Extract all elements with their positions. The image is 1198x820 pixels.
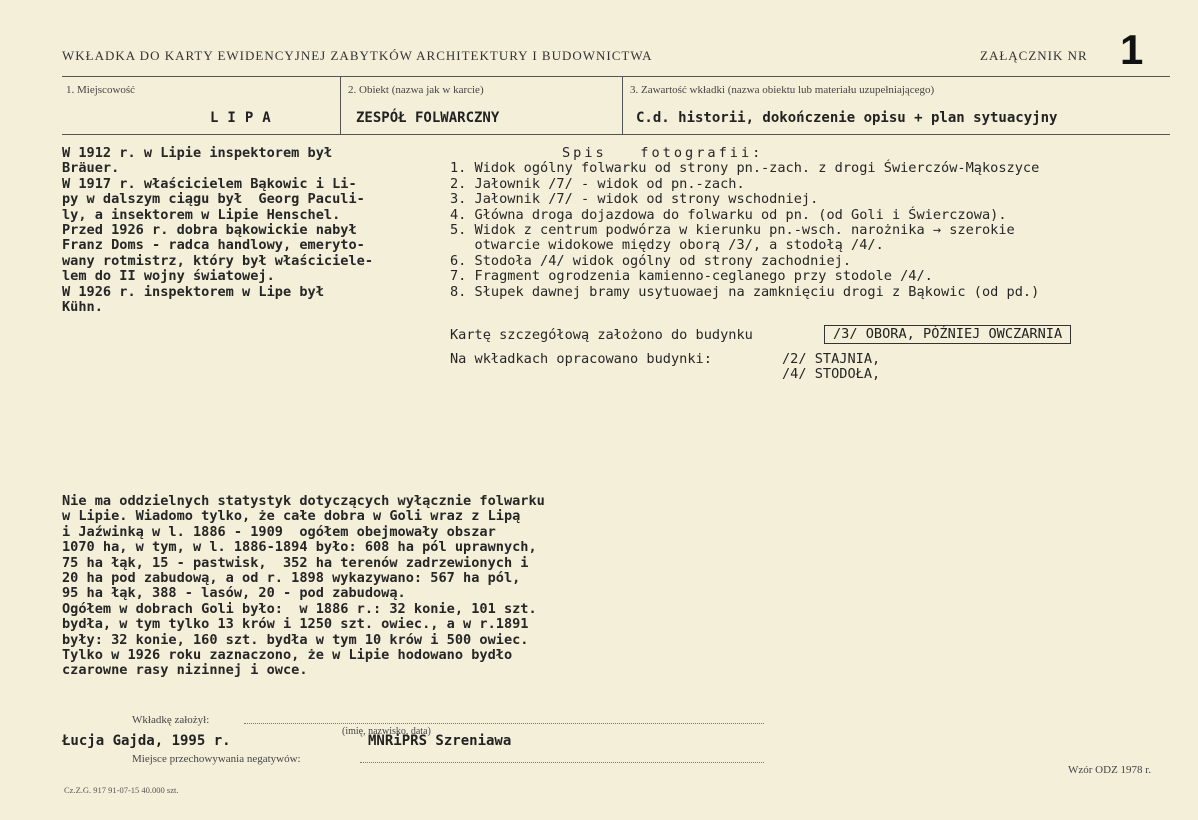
history-line: Franz Doms - radca handlowy, emeryto-: [62, 237, 365, 254]
object-value: ZESPÓŁ FOLWARCZNY: [356, 110, 500, 126]
stats-line: były: 32 konie, 160 szt. bydła w tym 10 krów i 500 owiec.: [62, 631, 529, 648]
stats-line: Ogółem w dobrach Goli było: w 1886 r.: 32 konie, 101 szt.: [62, 600, 537, 617]
stats-line: i Jaźwinką w l. 1886 - 1909 ogółem obejmowały obszar: [62, 523, 496, 540]
form-title: WKŁADKA DO KARTY EWIDENCYJNEJ ZABYTKÓW ARCHITEKTURY I BUDOWNICTWA: [62, 48, 653, 63]
history-line: ly, a insektorem w Lipie Henschel.: [62, 206, 341, 223]
history-line: W 1926 r. inspektorem w Lipe był: [62, 283, 324, 300]
stats-line: czarowne rasy nizinnej i owce.: [62, 662, 308, 679]
detail-card-building: /3/ OBORA, PÓŹNIEJ OWCZARNIA: [824, 325, 1071, 344]
photo-item: 1. Widok ogólny folwarku od strony pn.-zach. z drogi Świerczów-Mąkoszyce: [450, 160, 1040, 177]
header-bottom-rule: [62, 134, 1170, 135]
history-line: lem do II wojny światowej.: [62, 268, 275, 285]
history-line: wany rotmistrz, który był właściciele-: [62, 252, 373, 269]
history-line: W 1912 r. w Lipie inspektorem był: [62, 145, 333, 161]
founded-by-dotted-line: [244, 722, 764, 724]
statistics-text: [62, 494, 545, 679]
stats-line: 95 ha łąk, 388 - lasów, 20 - pod zabudową.: [62, 585, 406, 602]
photo-list: [450, 146, 1039, 300]
top-rule: [62, 76, 1170, 77]
stats-line: Tylko w 1926 roku zaznaczono, że w Lipie hodowano bydło: [62, 647, 513, 664]
photo-item: 8. Słupek dawnej bramy usytuowaej na zamknięciu drogi z Bąkowic (od pd.): [450, 283, 1040, 300]
photo-item: 6. Stodoła /4/ widok ogólny od strony zachodniej.: [450, 252, 852, 269]
location-value: LIPA: [210, 110, 280, 126]
object-label: 2. Obiekt (nazwa jak w karcie): [348, 84, 484, 96]
stats-line: 75 ha łąk, 15 - pastwisk, 352 ha terenów zadrzewionych i: [62, 554, 529, 571]
stats-line: 20 ha pod zabudową, a od r. 1898 wykazywano: 567 ha pól,: [62, 570, 521, 587]
detail-card-text: Kartę szczegółową założono do budynku: [450, 327, 753, 343]
content-label: 3. Zawartość wkładki (nazwa obiektu lub materiału uzupełniającego): [630, 84, 935, 96]
print-code: Cz.Z.G. 917 91-07-15 40.000 szt.: [64, 785, 179, 795]
photo-list-heading: Spis fotografii:: [562, 145, 764, 161]
name-hint: (imię, nazwisko, data): [342, 726, 431, 737]
author-value: Łucja Gajda, 1995 r.: [62, 733, 231, 749]
column-divider: [622, 76, 623, 134]
history-line: W 1917 r. właścicielem Bąkowic i Li-: [62, 175, 357, 192]
photo-item: 4. Główna droga dojazdowa do folwarku od pn. (od Goli i Świerczowa).: [450, 206, 1007, 223]
content-value: C.d. historii, dokończenie opisu + plan sytuacyjny: [636, 110, 1058, 126]
photo-item: 3. Jałownik /7/ - widok od strony wschodniej.: [450, 191, 819, 208]
stats-line: Nie ma oddzielnych statystyk dotyczących wyłącznie folwarku: [62, 493, 545, 509]
worked-buildings-list: [782, 352, 880, 383]
history-line: Kühn.: [62, 299, 103, 316]
history-text: [62, 146, 373, 315]
photo-item: 5. Widok z centrum podwórza w kierunku pn.-wsch. narożnika → szerokie: [450, 222, 1015, 239]
worked-building-item: /2/ STAJNIA,: [782, 351, 881, 367]
photo-item: otwarcie widokowe między oborą /3/, a stodołą /4/.: [450, 237, 884, 254]
column-divider: [340, 76, 341, 134]
history-line: Przed 1926 r. dobra bąkowickie nabył: [62, 222, 357, 239]
stats-line: w Lipie. Wiadomo tylko, że całe dobra w Goli wraz z Lipą: [62, 508, 521, 525]
worked-building-item: /4/ STODOŁA,: [782, 366, 881, 383]
attachment-label: ZAŁĄCZNIK NR: [980, 48, 1088, 63]
stats-line: 1070 ha, w tym, w l. 1886-1894 było: 608 ha pól uprawnych,: [62, 539, 537, 556]
photo-item: 2. Jałownik /7/ - widok od pn.-zach.: [450, 175, 745, 192]
founded-by-label: Wkładkę założył:: [132, 714, 210, 726]
photo-item: 7. Fragment ogrodzenia kamienno-ceglanego przy stodole /4/.: [450, 268, 933, 285]
worked-buildings-text: Na wkładkach opracowano budynki:: [450, 351, 712, 367]
negatives-dotted-line: [360, 761, 764, 763]
history-line: Bräuer.: [62, 160, 120, 177]
attachment-number: 1: [1120, 26, 1144, 73]
institution-value: MNRiPRS Szreniawa: [368, 733, 512, 749]
negatives-location-label: Miejsce przechowywania negatywów:: [132, 753, 301, 765]
form-model: Wzór ODZ 1978 r.: [1068, 764, 1152, 776]
stats-line: bydła, w tym tylko 13 krów i 1250 szt. owiec., a w r.1891: [62, 616, 529, 633]
location-label: 1. Miejscowość: [66, 84, 136, 96]
history-line: py w dalszym ciągu był Georg Paculi-: [62, 191, 365, 208]
